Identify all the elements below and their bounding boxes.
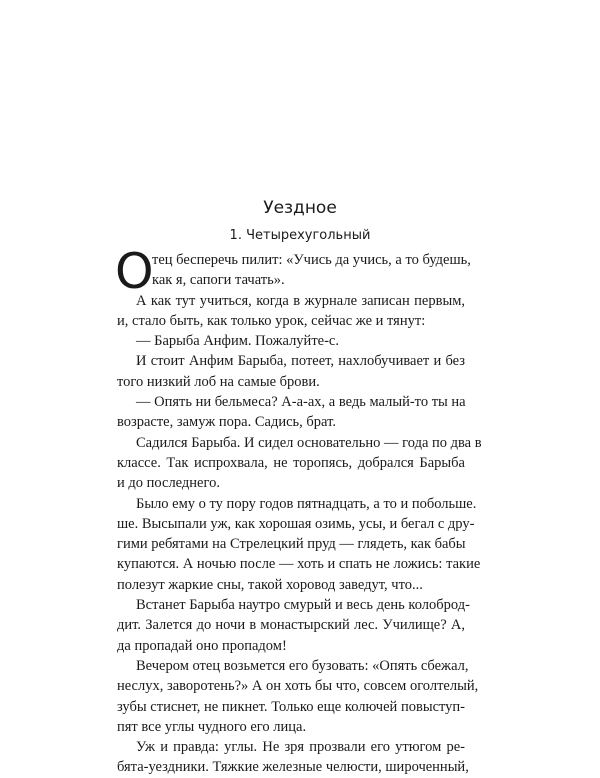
text-line: и, стало быть, как только урок, сейчас же и тянут: (117, 312, 426, 329)
body-text (115, 243, 482, 778)
text-line: Вечером отец возьмется его бузовать: «Опять сбежал, (136, 657, 469, 674)
drop-cap: О (115, 243, 154, 300)
text-line: купаются. А ночью после — хоть и спать не ложись: такие (117, 556, 481, 573)
text-line: того низкий лоб на самые брови. (117, 373, 320, 390)
text-line: пят все углы чудного его лица. (117, 718, 307, 735)
text-line: зубы стиснет, не пикнет. Только еще колючей повыступ- (117, 698, 465, 715)
text-line: Было ему о ту пору годов пятнадцать, а то и побольше. (136, 495, 477, 512)
text-line: Встанет Барыба наутро смурый и весь день колоброд- (136, 597, 470, 614)
text-line: И стоит Анфим Барыба, потеет, нахлобучивает и без (136, 353, 465, 370)
text-line: неслух, заворотень?» А он хоть бы что, совсем оголтелый, (117, 678, 479, 695)
text-line: гими ребятами на Стрелецкий пруд — глядеть, как бабы (117, 536, 466, 553)
text-line: и до последнего. (117, 475, 220, 492)
text-line: Уж и правда: углы. Не зря прозвали его утюгом ре- (136, 739, 465, 756)
text-line: полезут жаркие сны, такой хоровод заведут, что... (117, 576, 423, 593)
text-line: возрасте, замуж пора. Садись, брат. (117, 414, 336, 431)
text-line: тец бесперечь пилит: «Учись да учись, а то будешь, (152, 252, 471, 268)
text-line: А как тут учиться, когда в журнале записан первым, (136, 292, 465, 309)
text-line: ше. Высыпали уж, как хорошая озимь, усы, и бегал с дру- (117, 515, 475, 532)
text-line: дит. Залется до ночи в монастырский лес. Училище? А, (117, 617, 465, 634)
text-line: как я, сапоги тачать». (152, 272, 285, 289)
text-line: бята-уездники. Тяжкие железные челюсти, широченный, (117, 759, 469, 776)
text-line: Садился Барыба. И сидел основательно — года по два в (136, 434, 482, 451)
section-title: 1. Четырехугольный (229, 228, 371, 243)
chapter-title: Уездное (263, 198, 337, 218)
text-line: классе. Так испрохвала, не торопясь, добрался Барыба (117, 454, 465, 471)
text-line: — Опять ни бельмеса? А-а-ах, а ведь малый-то ты на (136, 394, 466, 411)
text-line: — Барыба Анфим. Пожалуйте-с. (136, 333, 339, 350)
text-line: да пропадай оно пропадом! (117, 637, 287, 654)
